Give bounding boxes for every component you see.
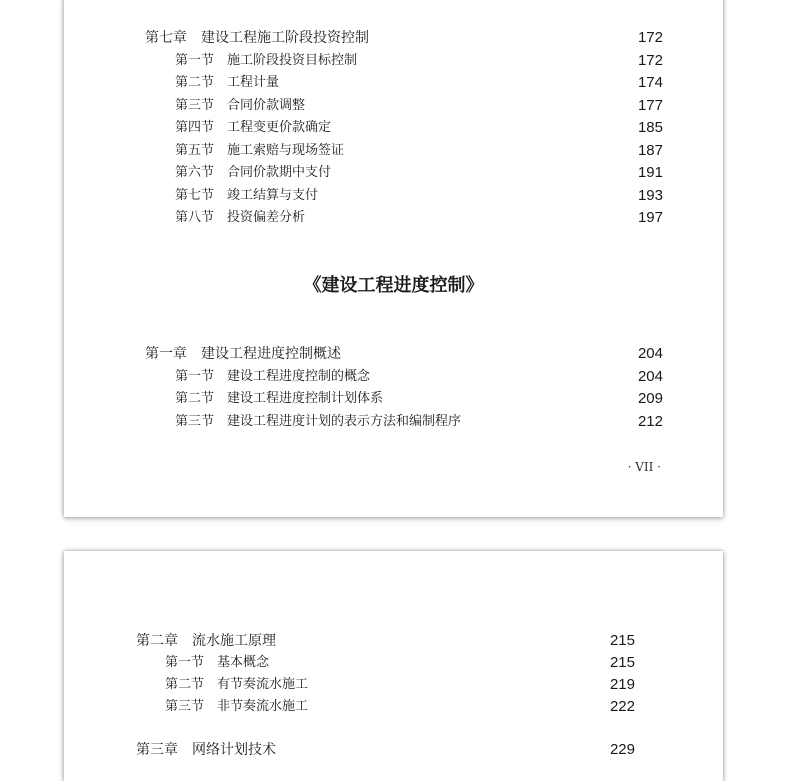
toc-section-row[interactable] [64,388,723,410]
page-ref: 187 [637,141,663,159]
chapter-title: 第一章 建设工程进度控制概述 [145,346,341,362]
section-title: 第三节 合同价款调整 [175,97,306,113]
toc-chapter-row[interactable] [64,343,723,365]
toc-section-row[interactable] [64,95,723,117]
page-ref: 204 [637,367,663,385]
toc-chapter-row[interactable] [64,630,723,652]
section-title: 第一节 建设工程进度控制的概念 [175,368,371,384]
page-ref: 197 [637,209,663,226]
toc-page [64,0,723,517]
section-title: 第二节 建设工程进度控制计划体系 [175,391,384,406]
page-ref: 172 [637,51,663,69]
page-ref: 229 [609,741,635,758]
toc-section-row[interactable] [64,117,723,139]
toc-section-row[interactable] [64,185,723,207]
toc-page [64,551,723,781]
page-ref: 215 [609,654,635,671]
page-ref: 222 [609,698,635,715]
toc-section-row[interactable] [64,366,723,388]
toc-section-row[interactable] [64,411,723,433]
section-title: 第五节 施工索赔与现场签证 [175,142,345,158]
section-title: 第六节 合同价款期中支付 [175,165,332,180]
toc-section-row[interactable] [64,674,723,696]
page-ref: 204 [637,345,663,362]
section-title: 第二节 有节奏流水施工 [165,677,309,692]
toc-section-row[interactable] [64,72,723,94]
toc-chapter-row[interactable] [64,739,723,761]
book-title: 《建设工程进度控制》 [303,275,484,296]
toc-section-row[interactable] [64,696,723,718]
chapter-title: 第三章 网络计划技术 [136,742,276,758]
page-number: · VII · [627,460,661,474]
section-title: 第二节 工程计量 [175,75,280,90]
section-title: 第三节 建设工程进度计划的表示方法和编制程序 [175,413,462,429]
toc-section-row[interactable] [64,140,723,162]
page-ref: 215 [609,632,635,649]
page-ref: 212 [637,412,663,430]
chapter-title: 第二章 流水施工原理 [136,633,276,649]
page-ref: 191 [637,164,663,181]
toc-section-row[interactable] [64,207,723,229]
section-title: 第七节 竣工结算与支付 [175,187,319,203]
page-ref: 177 [637,96,663,114]
page-ref: 172 [637,29,663,46]
page-ref: 193 [637,186,663,204]
toc-section-row[interactable] [64,652,723,674]
toc-section-row[interactable] [64,162,723,184]
page-ref: 185 [637,119,663,136]
page-ref: 219 [609,676,635,693]
toc-section-row[interactable] [64,50,723,72]
section-title: 第一节 基本概念 [165,655,270,670]
section-title: 第一节 施工阶段投资目标控制 [175,52,358,68]
section-title: 第三节 非节奏流水施工 [165,699,309,714]
section-title: 第八节 投资偏差分析 [175,210,306,225]
toc-chapter-row[interactable] [64,27,723,49]
page-ref: 209 [637,390,663,407]
section-title: 第四节 工程变更价款确定 [175,120,332,135]
chapter-title: 第七章 建设工程施工阶段投资控制 [145,30,369,46]
page-ref: 174 [637,74,663,91]
